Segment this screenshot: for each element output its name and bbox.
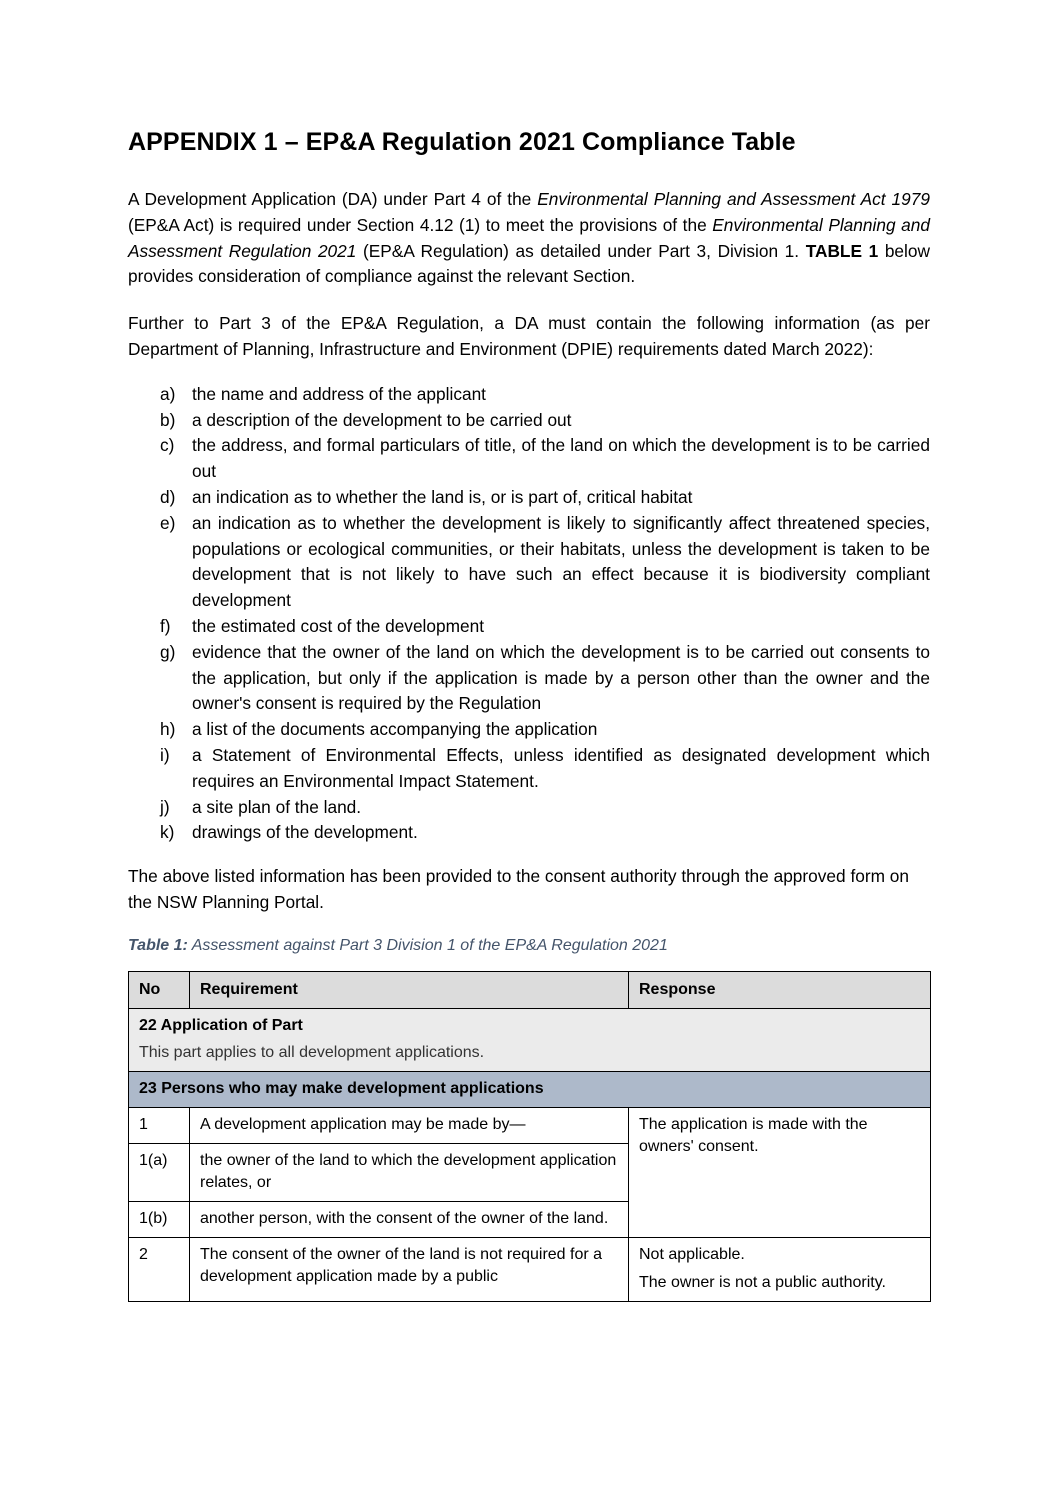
row-requirement: the owner of the land to which the development application relates, or [190,1143,629,1201]
response-text: The owner is not a public authority. [639,1273,886,1291]
list-item [128,820,930,846]
requirements-list [128,382,930,846]
intro-text: below provides consideration of compliance against the relevant Section. [128,240,930,287]
list-item [128,485,930,511]
section-title: 22 Application of Part [139,1016,303,1034]
compliance-table [128,971,931,1302]
section-cell [129,1008,931,1071]
list-item [128,795,930,821]
intro-table-ref: TABLE 1 [805,240,879,261]
list-marker: g) [160,641,176,662]
header-requirement: Requirement [190,971,629,1008]
list-marker: f) [160,615,171,636]
list-text: a description of the development to be carried out [192,409,572,430]
list-item [128,382,930,408]
list-marker: i) [160,744,170,765]
list-text: evidence that the owner of the land on which the development is to be carried out consents to the application, but only if the application is made by a person other than the owner and the owner's consent is required by the Regulation [192,641,930,714]
list-text: the address, and formal particulars of title, of the land on which the development is to be carried out [192,435,930,482]
section-title: 23 Persons who may make development applications [129,1071,931,1107]
list-item [128,433,930,485]
list-item [128,640,930,717]
portal-paragraph: The above listed information has been provided to the consent authority through the approved form on the NSW Planning Portal. [128,866,910,912]
row-response [629,1237,931,1301]
intro-text: (EP&A Act) is required under Section 4.12 (1) to meet the provisions of the [128,214,713,235]
page-title: APPENDIX 1 – EP&A Regulation 2021 Compliance Table [128,128,796,156]
table-caption-label: Table 1: [128,936,188,954]
list-item [128,511,930,614]
list-item [128,614,930,640]
list-text: drawings of the development. [192,822,418,843]
intro-text: A Development Application (DA) under Part 4 of the [128,189,538,209]
list-marker: h) [160,719,176,740]
list-text: the estimated cost of the development [192,615,485,636]
list-marker: e) [160,512,176,533]
response-text: The application is made with the owners' consent. [639,1115,868,1155]
section-subtitle: This part applies to all development applications. [139,1043,485,1061]
list-item [128,743,930,795]
row-requirement: A development application may be made by— [190,1107,629,1143]
intro-regulation-name: Environmental Planning and Assessment Regulation 2021 [128,214,930,261]
table-caption [128,935,930,957]
row-no: 2 [129,1237,190,1301]
row-no: 1(b) [129,1201,190,1237]
intro-text: (EP&A Regulation) as detailed under Part 3, Division 1. [356,240,806,261]
list-text: a Statement of Environmental Effects, unless identified as designated development which requires an Environmental Impact Statement. [192,744,930,791]
list-text: an indication as to whether the land is, or is part of, critical habitat [192,486,693,507]
list-text: an indication as to whether the development is likely to significantly affect threatened species, populations or ecological communities, or their habitats, unless the development is taken to be development that is not likely to have such an effect because it is biodiversity compliant development [192,512,930,611]
header-no: No [129,971,190,1008]
list-marker: c) [160,435,175,456]
response-text: Not applicable. [639,1245,745,1263]
list-marker: k) [160,822,175,843]
table-row [129,1237,931,1301]
intro-paragraph [128,187,930,290]
list-text: the name and address of the applicant [192,383,486,404]
list-text: a list of the documents accompanying the application [192,719,598,740]
row-requirement: another person, with the consent of the owner of the land. [190,1201,629,1237]
section-row [129,1071,931,1107]
requirements-paragraph: Further to Part 3 of the EP&A Regulation, a DA must contain the following information (as per Department of Planning, Infrastructure and Environment (DPIE) requirements dated March 2022): [128,313,930,359]
list-item [128,717,930,743]
row-response [629,1107,931,1237]
list-marker: d) [160,486,176,507]
intro-act-name: Environmental Planning and Assessment Act 1979 [537,189,930,209]
row-no: 1(a) [129,1143,190,1201]
header-response: Response [629,971,931,1008]
table-caption-text: Assessment against Part 3 Division 1 of the EP&A Regulation 2021 [187,936,668,954]
table-header-row [129,971,931,1008]
page-content [128,128,930,1302]
section-row [129,1008,931,1071]
list-marker: b) [160,409,176,430]
list-marker: a) [160,383,176,404]
table-row [129,1107,931,1143]
row-no: 1 [129,1107,190,1143]
list-marker: j) [160,796,170,817]
row-requirement: The consent of the owner of the land is not required for a development application made by a public [190,1237,629,1301]
list-text: a site plan of the land. [192,796,362,817]
list-item [128,408,930,434]
